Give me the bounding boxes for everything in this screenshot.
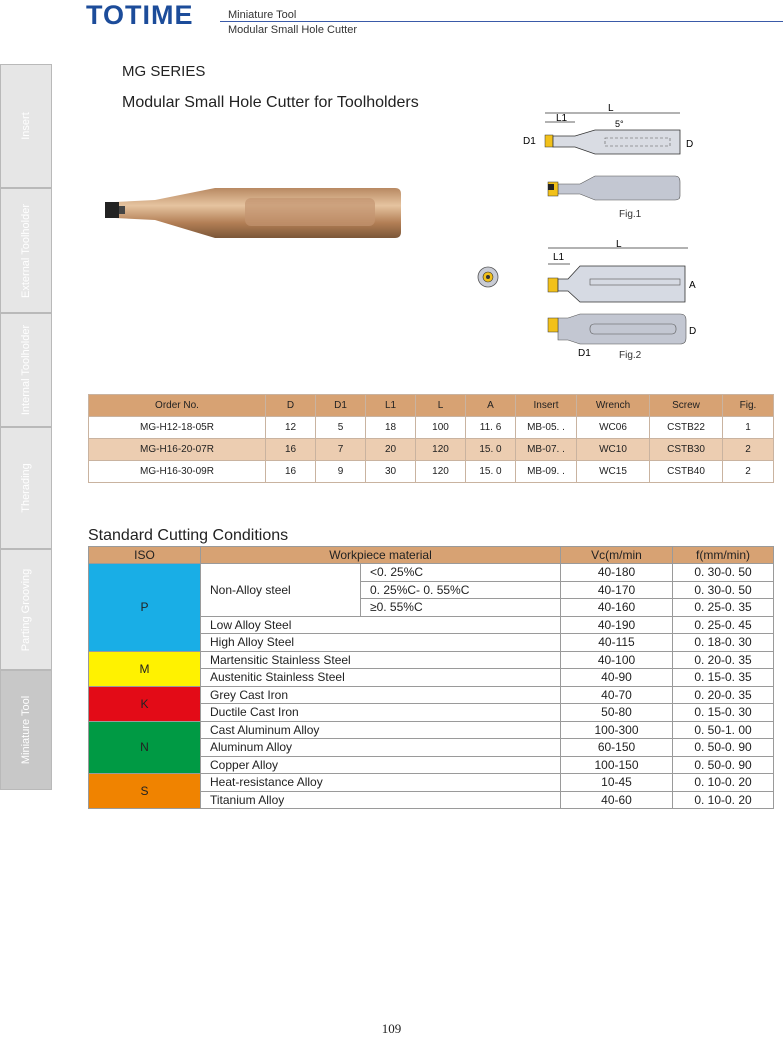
header-rule <box>220 21 783 22</box>
column-header: D <box>266 395 316 417</box>
vc-cell: 40-190 <box>561 616 673 634</box>
side-tab-label: External Toolholder <box>20 203 32 298</box>
vc-cell: 40-100 <box>561 651 673 669</box>
table-row <box>89 774 774 792</box>
iso-group-k: K <box>89 686 201 721</box>
figure-1-diagram <box>520 100 700 220</box>
column-header: Workpiece material <box>201 547 561 564</box>
column-header: Order No. <box>89 395 266 417</box>
carbon-cell: ≥0. 55%C <box>361 599 561 617</box>
vc-cell: 40-90 <box>561 669 673 687</box>
f-cell: 0. 25-0. 35 <box>673 599 774 617</box>
iso-group-p: P <box>89 564 201 652</box>
f-cell: 0. 15-0. 35 <box>673 669 774 687</box>
f-cell: 0. 50-0. 90 <box>673 756 774 774</box>
material-cell: Titanium Alloy <box>201 791 561 809</box>
vc-cell: 60-150 <box>561 739 673 757</box>
product-photo <box>95 180 415 250</box>
header-product: Modular Small Hole Cutter <box>228 24 357 36</box>
vc-cell: 40-115 <box>561 634 673 652</box>
side-tab-parting-grooving[interactable] <box>0 549 52 670</box>
column-header: Screw <box>650 395 723 417</box>
column-header: Fig. <box>723 395 774 417</box>
order-no-cell: MG-H16-20-07R <box>89 439 266 461</box>
order-table-header <box>89 395 774 417</box>
material-cell: Heat-resistance Alloy <box>201 774 561 792</box>
table-cell: WC10 <box>577 439 650 461</box>
table-cell: 12 <box>266 417 316 439</box>
side-tab-external-toolholder[interactable] <box>0 188 52 313</box>
side-tab-insert[interactable] <box>0 64 52 188</box>
column-header: D1 <box>316 395 366 417</box>
material-cell: Copper Alloy <box>201 756 561 774</box>
side-tab-threading[interactable] <box>0 427 52 549</box>
cutting-conditions-title: Standard Cutting Conditions <box>88 527 289 544</box>
column-header: L <box>416 395 466 417</box>
carbon-cell: 0. 25%C- 0. 55%C <box>361 581 561 599</box>
side-tab-label: Insert <box>20 112 32 140</box>
fig1-label-angle: 5° <box>615 119 624 129</box>
table-cell: 20 <box>366 439 416 461</box>
fig1-label-D1: D1 <box>523 136 536 147</box>
table-cell: 30 <box>366 461 416 483</box>
table-row <box>89 417 774 439</box>
material-cell: Non-Alloy steel <box>201 564 361 617</box>
table-cell: 100 <box>416 417 466 439</box>
table-cell: WC15 <box>577 461 650 483</box>
fig2-label-L: L <box>616 239 622 250</box>
cutting-conditions-table <box>88 546 774 809</box>
iso-group-s: S <box>89 774 201 809</box>
table-row <box>89 461 774 483</box>
fig1-label-L1: L1 <box>556 113 568 124</box>
iso-group-m: M <box>89 651 201 686</box>
page-number: 109 <box>381 1021 402 1036</box>
column-header: Vc(m/min <box>561 547 673 564</box>
table-cell: 1 <box>723 417 774 439</box>
table-cell: 120 <box>416 461 466 483</box>
vc-cell: 10-45 <box>561 774 673 792</box>
table-cell: 11. 6 <box>466 417 516 439</box>
vc-cell: 40-60 <box>561 791 673 809</box>
material-cell: Martensitic Stainless Steel <box>201 651 561 669</box>
series-title: MG SERIES <box>122 63 206 80</box>
side-tab-label: Miniature Tool <box>20 695 32 765</box>
f-cell: 0. 10-0. 20 <box>673 774 774 792</box>
material-cell: Low Alloy Steel <box>201 616 561 634</box>
column-header: L1 <box>366 395 416 417</box>
order-no-cell: MG-H16-30-09R <box>89 461 266 483</box>
fig2-label-D1: D1 <box>578 348 591 358</box>
table-row <box>89 721 774 739</box>
f-cell: 0. 10-0. 20 <box>673 791 774 809</box>
table-cell: WC06 <box>577 417 650 439</box>
figure-1-caption: Fig.1 <box>619 209 642 220</box>
f-cell: 0. 20-0. 35 <box>673 686 774 704</box>
table-cell: 16 <box>266 439 316 461</box>
table-cell: 15. 0 <box>466 439 516 461</box>
material-cell: High Alloy Steel <box>201 634 561 652</box>
vc-cell: 100-150 <box>561 756 673 774</box>
carbon-cell: <0. 25%C <box>361 564 561 582</box>
side-tab-label: Therading <box>20 463 32 513</box>
column-header: Wrench <box>577 395 650 417</box>
insert-end-view-icon <box>476 265 500 289</box>
f-cell: 0. 50-1. 00 <box>673 721 774 739</box>
vc-cell: 40-160 <box>561 599 673 617</box>
f-cell: 0. 30-0. 50 <box>673 581 774 599</box>
fig1-label-D: D <box>686 139 694 150</box>
order-no-cell: MG-H12-18-05R <box>89 417 266 439</box>
vc-cell: 40-70 <box>561 686 673 704</box>
column-header: Insert <box>516 395 577 417</box>
header-category: Miniature Tool <box>228 9 297 21</box>
iso-group-n: N <box>89 721 201 774</box>
column-header: ISO <box>89 547 201 564</box>
f-cell: 0. 18-0. 30 <box>673 634 774 652</box>
table-cell: MB-09. . <box>516 461 577 483</box>
table-cell: MB-05. . <box>516 417 577 439</box>
table-row <box>89 564 774 582</box>
column-header: A <box>466 395 516 417</box>
side-tab-internal-toolholder[interactable] <box>0 313 52 427</box>
table-cell: 5 <box>316 417 366 439</box>
vc-cell: 50-80 <box>561 704 673 722</box>
vc-cell: 100-300 <box>561 721 673 739</box>
material-cell: Cast Aluminum Alloy <box>201 721 561 739</box>
figure-2-caption: Fig.2 <box>619 350 642 361</box>
brand-logo: TOTIME <box>86 0 194 30</box>
table-cell: 2 <box>723 461 774 483</box>
f-cell: 0. 25-0. 45 <box>673 616 774 634</box>
table-cell: CSTB22 <box>650 417 723 439</box>
f-cell: 0. 50-0. 90 <box>673 739 774 757</box>
side-tab-label: Internal Toolholder <box>20 324 32 416</box>
table-row <box>89 686 774 704</box>
vc-cell: 40-180 <box>561 564 673 582</box>
table-cell: 15. 0 <box>466 461 516 483</box>
table-cell: 16 <box>266 461 316 483</box>
figure-2-diagram <box>520 238 700 358</box>
f-cell: 0. 30-0. 50 <box>673 564 774 582</box>
fig2-label-L1: L1 <box>553 252 565 263</box>
material-cell: Aluminum Alloy <box>201 739 561 757</box>
material-cell: Ductile Cast Iron <box>201 704 561 722</box>
product-subtitle: Modular Small Hole Cutter for Toolholders <box>122 94 419 111</box>
cutting-table-header <box>89 547 774 564</box>
table-row <box>89 439 774 461</box>
table-cell: 2 <box>723 439 774 461</box>
table-cell: CSTB30 <box>650 439 723 461</box>
order-table <box>88 394 774 483</box>
f-cell: 0. 15-0. 30 <box>673 704 774 722</box>
fig1-label-L: L <box>608 103 614 114</box>
table-cell: 18 <box>366 417 416 439</box>
side-tab-miniature-tool[interactable] <box>0 670 52 790</box>
table-cell: 9 <box>316 461 366 483</box>
f-cell: 0. 20-0. 35 <box>673 651 774 669</box>
column-header: f(mm/min) <box>673 547 774 564</box>
table-row <box>89 651 774 669</box>
table-cell: CSTB40 <box>650 461 723 483</box>
vc-cell: 40-170 <box>561 581 673 599</box>
fig2-label-A: A <box>689 280 696 291</box>
material-cell: Austenitic Stainless Steel <box>201 669 561 687</box>
table-cell: MB-07. . <box>516 439 577 461</box>
material-cell: Grey Cast Iron <box>201 686 561 704</box>
table-cell: 7 <box>316 439 366 461</box>
fig2-label-D: D <box>689 326 697 337</box>
table-cell: 120 <box>416 439 466 461</box>
side-tab-label: Parting Grooving <box>20 568 32 651</box>
